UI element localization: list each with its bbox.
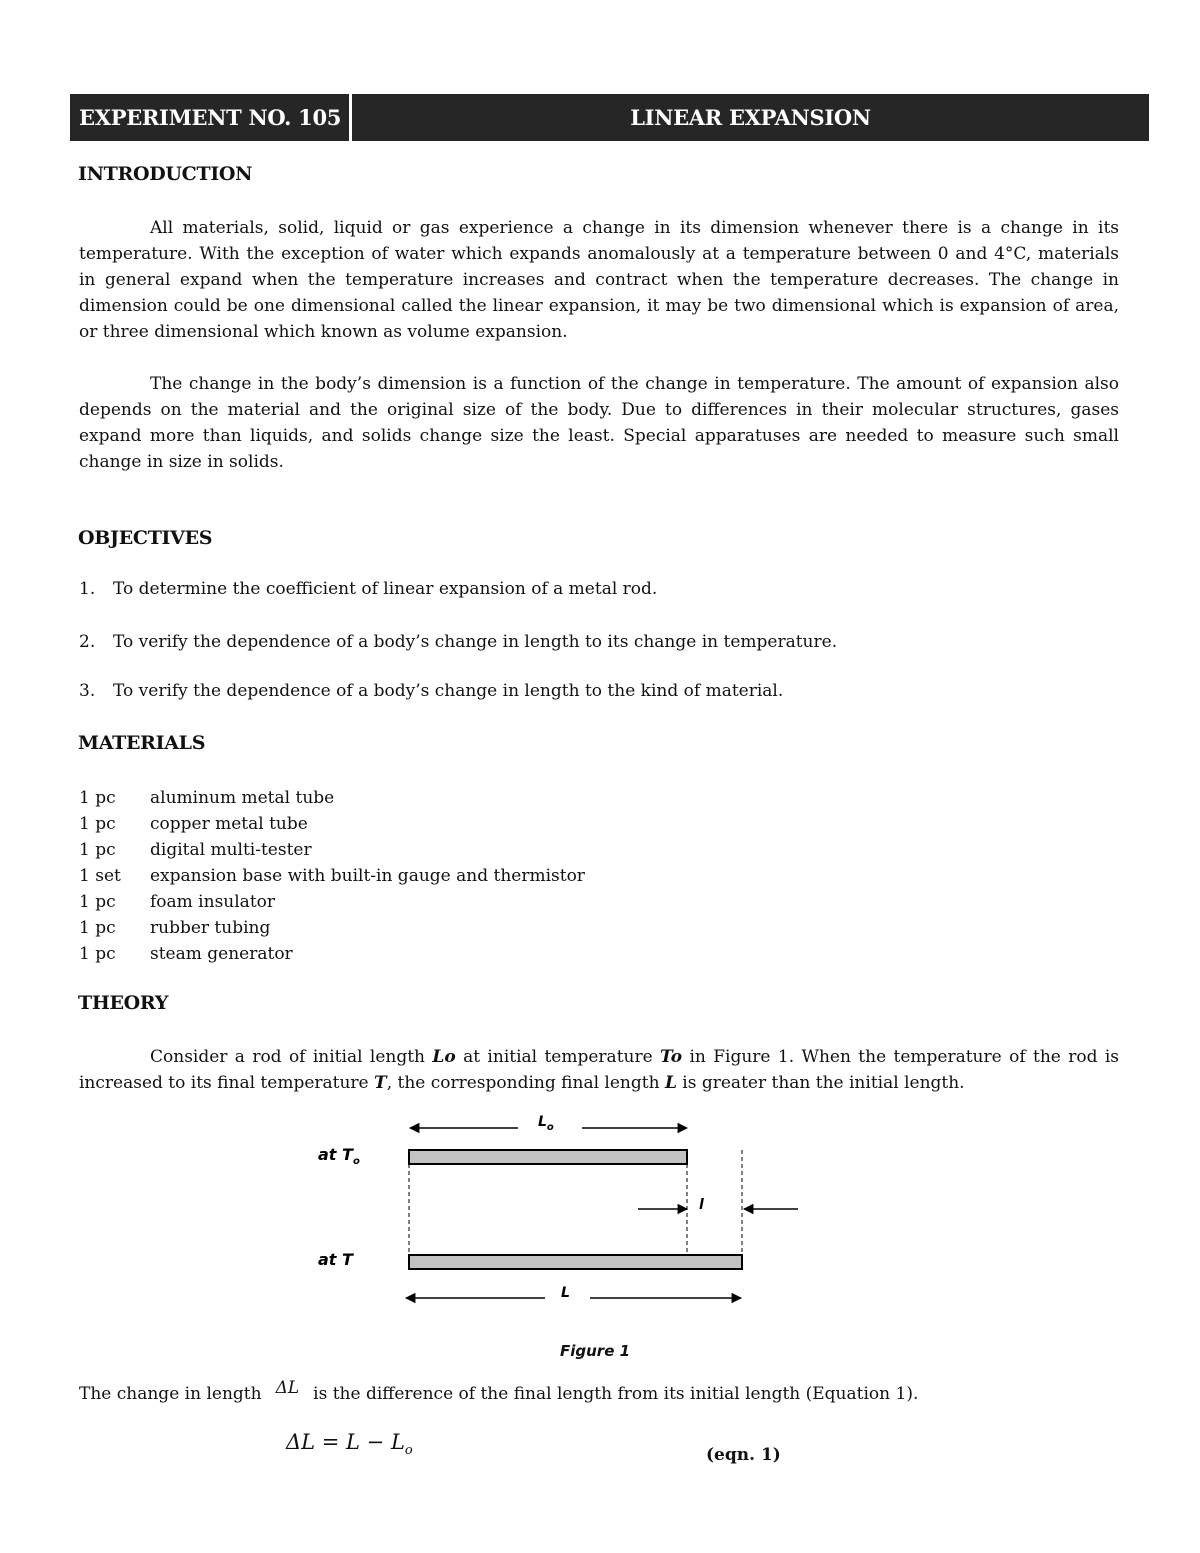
objective-number: 3. <box>79 681 96 701</box>
material-row <box>79 811 585 837</box>
objectives-heading: OBJECTIVES <box>78 527 213 549</box>
change-text-end: is the difference of the final length from its initial length (Equation 1). <box>313 1384 919 1404</box>
theory-text: is greater than the initial length. <box>676 1073 965 1093</box>
material-row <box>79 915 585 941</box>
material-name: digital multi-tester <box>150 840 312 860</box>
material-row <box>79 863 585 889</box>
material-name: expansion base with built-in gauge and thermistor <box>150 866 585 886</box>
experiment-number: EXPERIMENT NO. 105 <box>70 94 352 141</box>
theory-text: in Figure 1. When the temperature of the rod is increased to its final temperature <box>79 1047 1119 1093</box>
objective-number: 2. <box>79 632 96 652</box>
symbol-initial-length: Lo <box>432 1047 456 1067</box>
equation-label: (eqn. 1) <box>706 1445 781 1465</box>
experiment-header <box>70 94 1149 141</box>
lo-label: $L_o$ <box>538 1114 554 1133</box>
theory-text: Consider a rod of initial length <box>150 1047 433 1067</box>
symbol-initial-temperature: To <box>660 1047 683 1067</box>
material-row <box>79 889 585 915</box>
materials-heading: MATERIALS <box>78 732 206 754</box>
material-quantity: 1 pc <box>79 944 116 964</box>
material-name: rubber tubing <box>150 918 271 938</box>
material-quantity: 1 pc <box>79 814 116 834</box>
introduction-heading: INTRODUCTION <box>78 163 253 185</box>
objective-item <box>79 579 657 599</box>
theory-text: at initial temperature <box>455 1047 661 1067</box>
objective-text: To verify the dependence of a body’s change in length to its change in temperature. <box>113 632 838 652</box>
material-quantity: 1 pc <box>79 918 116 938</box>
material-row <box>79 837 585 863</box>
objective-text: To determine the coefficient of linear expansion of a metal rod. <box>113 579 658 599</box>
material-name: copper metal tube <box>150 814 308 834</box>
material-quantity: 1 pc <box>79 840 116 860</box>
introduction-paragraph-2: The change in the body’s dimension is a function of the change in temperature. The amount of expansion also depends on the material and the original size of the body. Due to differences in their molecular structures, gases expand more than liquids, and solids change size the least. Special apparatuses are needed to measure such small change in size in solids. <box>79 374 1119 472</box>
theory-paragraph <box>79 1044 1119 1096</box>
at-initial-temperature-label: at $T_o$ <box>318 1145 360 1167</box>
figure-1-diagram <box>300 1108 820 1323</box>
rod-initial <box>409 1150 687 1164</box>
equation-body: ΔL = L − L <box>286 1430 405 1454</box>
delta-l-symbol: ΔL <box>275 1378 300 1398</box>
material-name: steam generator <box>150 944 293 964</box>
material-quantity: 1 pc <box>79 892 116 912</box>
rod-final <box>409 1255 742 1269</box>
l-label: L <box>561 1285 570 1301</box>
equation-1 <box>286 1430 413 1458</box>
experiment-title: LINEAR EXPANSION <box>630 105 871 130</box>
delta-label: l <box>699 1197 704 1213</box>
material-name: foam insulator <box>150 892 276 912</box>
introduction-paragraph-1: All materials, solid, liquid or gas experience a change in its dimension whenever there is a change in its temperature. With the exception of water which expands anomalously at a temperature between 0 and 4°C, materials in general expand when the temperature increases and contract when the temperature decreases. The change in dimension could be one dimensional called the linear expansion, it may be two dimensional which is expansion of area, or three dimensional which known as volume expansion. <box>79 218 1119 342</box>
figure-caption: Figure 1 <box>560 1342 631 1360</box>
objective-number: 1. <box>79 579 96 599</box>
change-text-start: The change in length <box>79 1384 262 1404</box>
materials-list <box>79 785 585 967</box>
material-quantity: 1 set <box>79 866 121 886</box>
material-row <box>79 941 585 967</box>
objective-text: To verify the dependence of a body’s change in length to the kind of material. <box>113 681 784 701</box>
theory-heading: THEORY <box>78 992 169 1014</box>
theory-text: , the corresponding final length <box>386 1073 665 1093</box>
material-name: aluminum metal tube <box>150 788 335 808</box>
symbol-final-temperature: T <box>374 1073 387 1093</box>
equation-subscript: o <box>404 1443 413 1459</box>
material-row <box>79 785 585 811</box>
symbol-final-length: L <box>664 1073 677 1093</box>
at-final-temperature-label: at T <box>318 1250 353 1269</box>
objective-item <box>79 632 837 652</box>
objective-item <box>79 681 783 701</box>
material-quantity: 1 pc <box>79 788 116 808</box>
change-in-length-sentence <box>79 1378 919 1404</box>
